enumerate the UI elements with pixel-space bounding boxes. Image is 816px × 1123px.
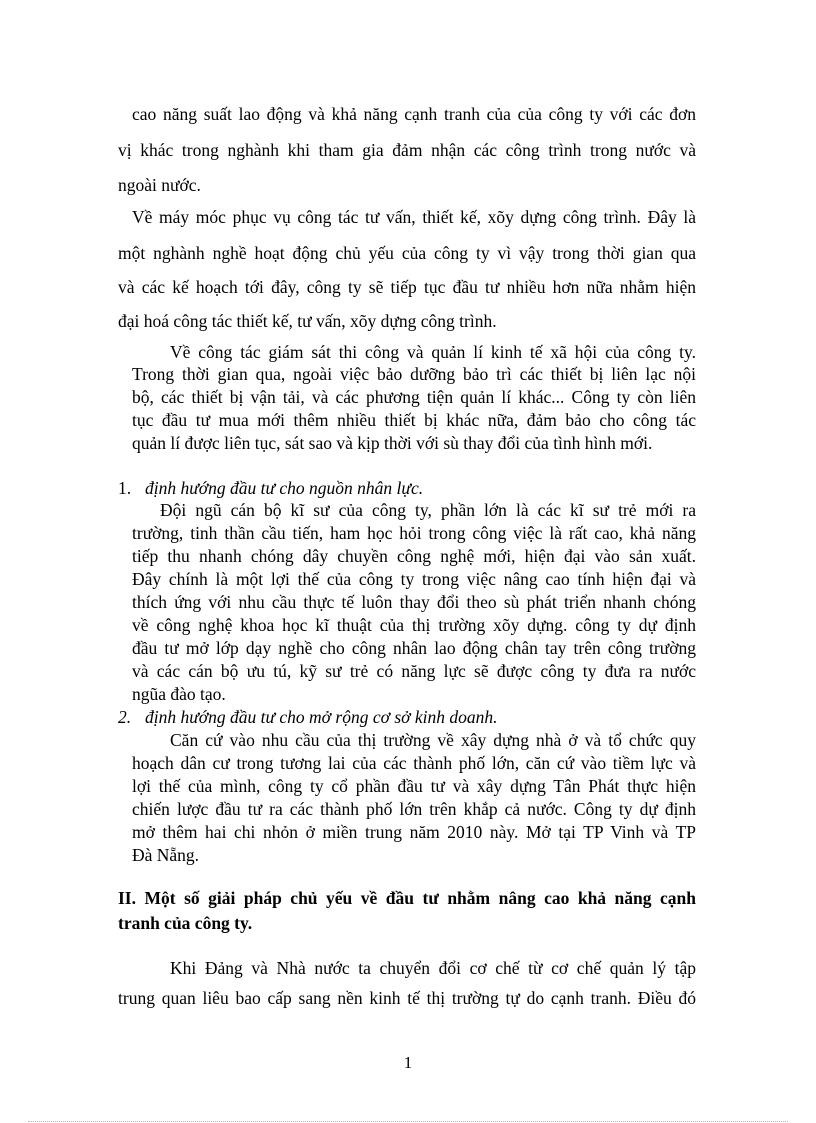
text-line: Về máy móc phục vụ công tác tư vấn, thiết kế, xõy dựng công trình. Đây là: [132, 207, 696, 227]
text-line: đầu tư mở lớp dạy nghề cho công nhân lao động chân tay trên công trường: [132, 638, 696, 658]
text-line: và các kế hoạch tới đây, công ty sẽ tiếp tục đầu tư nhiều hơn nữa nhằm hiện: [118, 277, 696, 297]
section-2-heading: định hướng đầu tư cho mở rộng cơ sở kinh doanh.: [145, 707, 498, 727]
text-line: thích ứng với nhu cầu thực tế luôn thay đổi theo sù phát triển nhanh chóng: [132, 592, 696, 612]
text-line: về công nghệ khoa học kĩ thuật của thị trường xõy dựng. công ty dự định: [132, 615, 696, 635]
text-line: Về công tác giám sát thi công và quản lí kinh tế xã hội của công ty.: [170, 342, 696, 362]
section-II-heading: tranh của công ty.: [118, 913, 253, 933]
text-line: Đây chính là một lợi thế của công ty trong việc nâng cao tính hiện đại và: [132, 569, 696, 589]
text-line: Trong thời gian qua, ngoài việc bảo dưỡng bảo trì các thiết bị liên lạc nội: [132, 364, 696, 384]
text-line: ngũa đào tạo.: [132, 684, 226, 704]
section-1-number: 1.: [118, 478, 132, 498]
text-line: mở thêm hai chi nhỏn ở miền trung năm 2010 này. Mở tại TP Vinh và TP: [132, 822, 696, 842]
text-line: đại hoá công tác thiết kế, tư vấn, xõy dựng công trình.: [118, 311, 497, 331]
text-line: Căn cứ vào nhu cầu của thị trường về xây dựng nhà ở và tổ chức quy: [170, 730, 696, 750]
text-line: vị khác trong nghành khi tham gia đảm nhận các công trình trong nước và: [118, 140, 696, 160]
text-line: chiến lược đầu tư ra các thành phố lớn trên khắp cả nước. Công ty dự định: [132, 799, 696, 819]
text-line: trung quan liêu bao cấp sang nền kinh tế thị trường tự do cạnh tranh. Điều đó: [118, 988, 696, 1008]
text-line: cao năng suất lao động và khả năng cạnh tranh của của công ty với các đơn: [132, 104, 696, 124]
text-line: lợi thế của mình, công ty cổ phần đầu tư và xây dựng Tân Phát thực hiện: [132, 776, 696, 796]
section-2-number: 2.: [118, 707, 132, 727]
text-line: một nghành nghề hoạt động chủ yếu của công ty vì vậy trong thời gian qua: [118, 243, 696, 263]
text-line: tục đầu tư mua mới thêm nhiều thiết bị khác nữa, đảm bảo cho công tác: [132, 410, 696, 430]
page-divider: [28, 1121, 788, 1122]
text-line: bộ, các thiết bị vận tải, và các phương tiện quản lí khác... Công ty còn liên: [132, 387, 696, 407]
text-line: trường, tinh thần cầu tiến, ham học hỏi trong công việc là rất cao, khả năng: [132, 523, 696, 543]
text-line: hoạch dân cư trong tương lai của các thành phố lớn, căn cứ vào tiềm lực và: [132, 753, 696, 773]
text-line: Đà Nẵng.: [132, 845, 200, 865]
section-1-heading: định hướng đầu tư cho nguồn nhân lực.: [145, 478, 424, 498]
text-line: Khi Đảng và Nhà nước ta chuyển đổi cơ chế từ cơ chế quản lý tập: [170, 958, 696, 978]
text-line: và các cán bộ ưu tú, kỹ sư trẻ có năng lực sẽ được công ty đưa ra nước: [132, 661, 696, 681]
text-line: ngoài nước.: [118, 175, 201, 195]
text-line: Đội ngũ cán bộ kĩ sư của công ty, phần lớn là các kĩ sư trẻ mới ra: [160, 500, 696, 520]
page-number: 1: [403, 1053, 413, 1072]
text-line: quản lí được liên tục, sát sao và kịp thời với sù thay đổi của tình hình mới.: [132, 433, 653, 453]
section-II-heading: II. Một số giải pháp chủ yếu về đầu tư nhằm nâng cao khả năng cạnh: [118, 888, 696, 908]
text-line: tiếp thu nhanh chóng dây chuyền công nghệ mới, hiện đại vào sản xuất.: [132, 546, 696, 566]
